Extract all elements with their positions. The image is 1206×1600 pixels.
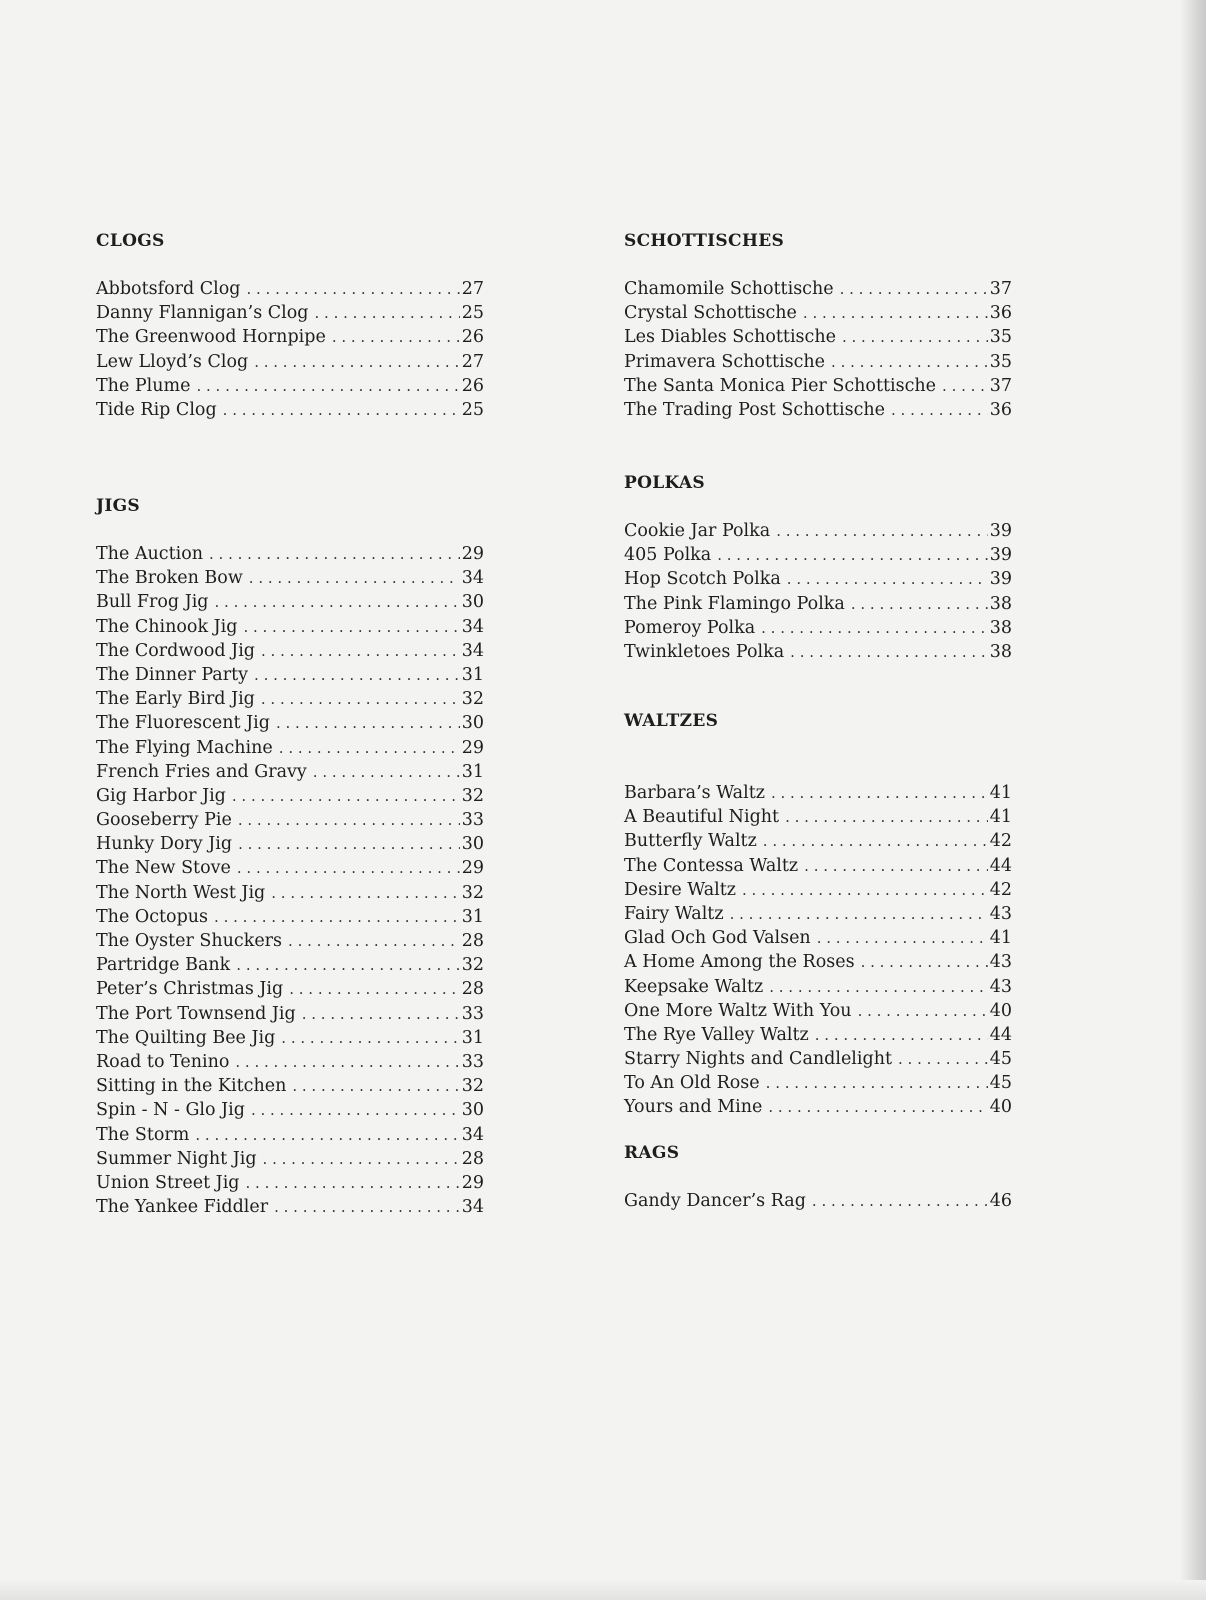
dot-leader bbox=[292, 1074, 459, 1098]
toc-entry bbox=[96, 687, 484, 711]
entry-title: 405 Polka bbox=[624, 545, 712, 566]
dot-leader bbox=[271, 881, 459, 905]
dot-leader bbox=[803, 301, 988, 325]
entry-title: Pomeroy Polka bbox=[624, 617, 756, 638]
page-number: 27 bbox=[461, 351, 484, 372]
toc-entry bbox=[624, 592, 1012, 616]
entry-title: A Beautiful Night bbox=[624, 807, 780, 828]
entry-title: A Home Among the Roses bbox=[624, 952, 855, 973]
page-number: 45 bbox=[989, 1049, 1012, 1070]
page-number: 42 bbox=[989, 879, 1012, 900]
dot-leader bbox=[898, 1047, 988, 1071]
entry-title: Fairy Waltz bbox=[624, 903, 724, 924]
toc-entry bbox=[96, 953, 484, 977]
page-number: 34 bbox=[461, 616, 484, 637]
toc-entry bbox=[96, 398, 484, 422]
entry-title: The Rye Valley Waltz bbox=[624, 1024, 809, 1045]
entry-title: The Santa Monica Pier Schottische bbox=[624, 375, 937, 396]
page-number: 25 bbox=[461, 303, 484, 324]
entry-title: Peter’s Christmas Jig bbox=[96, 979, 284, 1000]
toc-entry bbox=[96, 639, 484, 663]
entry-title: Partridge Bank bbox=[96, 955, 231, 976]
entry-title: Barbara’s Waltz bbox=[624, 783, 765, 803]
page-number: 35 bbox=[989, 351, 1012, 372]
toc-entry bbox=[96, 711, 484, 735]
dot-leader bbox=[246, 277, 459, 301]
section-waltzes bbox=[624, 709, 1012, 1120]
entry-title: Butterfly Waltz bbox=[624, 831, 757, 852]
page-number: 39 bbox=[989, 569, 1012, 590]
section-heading: POLKAS bbox=[624, 473, 705, 493]
toc-entry bbox=[96, 832, 484, 856]
dot-leader bbox=[237, 856, 460, 880]
dot-leader bbox=[815, 1023, 988, 1047]
entry-title: The Cordwood Jig bbox=[96, 640, 255, 661]
entry-title: The Port Townsend Jig bbox=[96, 1003, 296, 1024]
entry-title: Glad Och God Valsen bbox=[624, 928, 811, 949]
toc-entry bbox=[96, 1050, 484, 1074]
toc-entry bbox=[624, 567, 1012, 591]
dot-leader bbox=[842, 325, 988, 349]
dot-leader bbox=[831, 350, 988, 374]
page-number: 43 bbox=[989, 976, 1012, 997]
toc-entry bbox=[624, 902, 1012, 926]
page-number: 31 bbox=[461, 761, 484, 782]
page-number: 36 bbox=[989, 399, 1012, 420]
entry-title: Road to Tenino bbox=[96, 1051, 230, 1072]
entry-title: Spin - N - Glo Jig bbox=[96, 1100, 245, 1121]
toc-entry bbox=[624, 999, 1012, 1023]
dot-leader bbox=[238, 808, 460, 832]
toc-entry bbox=[96, 1098, 484, 1122]
dot-leader bbox=[261, 687, 460, 711]
page-number: 41 bbox=[989, 928, 1012, 949]
toc-entry bbox=[96, 905, 484, 929]
dot-leader bbox=[771, 781, 988, 805]
dot-leader bbox=[289, 977, 459, 1001]
page-number: 41 bbox=[989, 783, 1012, 803]
dot-leader bbox=[263, 1147, 460, 1171]
dot-leader bbox=[851, 592, 988, 616]
toc-entry bbox=[624, 1047, 1012, 1071]
entry-title: Summer Night Jig bbox=[96, 1148, 257, 1169]
toc-entry bbox=[96, 1171, 484, 1195]
dot-leader bbox=[196, 374, 459, 398]
entry-title: The Auction bbox=[96, 544, 204, 564]
toc-entry bbox=[96, 808, 484, 832]
dot-leader bbox=[776, 519, 988, 543]
section-heading: CLOGS bbox=[96, 231, 165, 251]
toc-entry bbox=[624, 950, 1012, 974]
toc-entry bbox=[624, 519, 1012, 543]
section-clogs bbox=[96, 229, 484, 422]
toc-entry bbox=[96, 350, 484, 374]
toc-entry bbox=[624, 1071, 1012, 1095]
dot-leader bbox=[761, 616, 988, 640]
toc-entry bbox=[624, 640, 1012, 664]
toc-entry bbox=[96, 301, 484, 325]
page-number: 32 bbox=[461, 882, 484, 903]
entry-title: Cookie Jar Polka bbox=[624, 521, 771, 541]
page-number: 32 bbox=[461, 1076, 484, 1097]
section-heading: JIGS bbox=[96, 496, 140, 516]
dot-leader bbox=[730, 902, 988, 926]
toc-entry bbox=[624, 975, 1012, 999]
toc-entry bbox=[624, 878, 1012, 902]
dot-leader bbox=[251, 1098, 460, 1122]
entry-title: The Dinner Party bbox=[96, 664, 249, 685]
entry-title: One More Waltz With You bbox=[624, 1000, 852, 1021]
entry-title: The Contessa Waltz bbox=[624, 855, 799, 876]
toc-entry bbox=[96, 590, 484, 614]
page-number: 27 bbox=[461, 279, 484, 299]
dot-leader bbox=[790, 640, 988, 664]
section-schottisches bbox=[624, 229, 1012, 422]
dot-leader bbox=[195, 1123, 459, 1147]
entry-title: Primavera Schottische bbox=[624, 351, 826, 372]
toc-entry bbox=[96, 977, 484, 1001]
toc-entry bbox=[96, 325, 484, 349]
toc-entry bbox=[96, 615, 484, 639]
entry-title: The Yankee Fiddler bbox=[96, 1197, 269, 1218]
dot-leader bbox=[742, 878, 988, 902]
dot-leader bbox=[942, 374, 988, 398]
entry-title: The New Stove bbox=[96, 858, 231, 879]
page-edge-shadow bbox=[1180, 0, 1206, 1600]
toc-entry bbox=[624, 1189, 1012, 1213]
toc-entry bbox=[96, 1123, 484, 1147]
dot-leader bbox=[235, 1050, 459, 1074]
toc-entry bbox=[96, 784, 484, 808]
page-number: 42 bbox=[989, 831, 1012, 852]
dot-leader bbox=[817, 926, 988, 950]
dot-leader bbox=[261, 639, 460, 663]
page-number: 45 bbox=[989, 1073, 1012, 1094]
entry-title: Gooseberry Pie bbox=[96, 810, 232, 831]
dot-leader bbox=[763, 829, 988, 853]
entry-title: The Storm bbox=[96, 1124, 190, 1145]
toc-entry bbox=[624, 926, 1012, 950]
page-number: 39 bbox=[989, 545, 1012, 566]
page-number: 34 bbox=[461, 640, 484, 661]
page-number: 36 bbox=[989, 303, 1012, 324]
entry-title: Starry Nights and Candlelight bbox=[624, 1049, 893, 1070]
toc-entry bbox=[624, 805, 1012, 829]
entry-title: The North West Jig bbox=[96, 882, 266, 903]
dot-leader bbox=[315, 301, 460, 325]
entry-title: The Flying Machine bbox=[96, 737, 273, 758]
page-number: 40 bbox=[989, 1097, 1012, 1118]
page-number: 37 bbox=[989, 279, 1012, 299]
dot-leader bbox=[766, 1071, 988, 1095]
page-number: 29 bbox=[461, 858, 484, 879]
toc-entry bbox=[624, 398, 1012, 422]
entry-title: Chamomile Schottische bbox=[624, 279, 834, 299]
entry-title: Danny Flannigan’s Clog bbox=[96, 303, 309, 324]
toc-entry bbox=[624, 781, 1012, 805]
toc-entry bbox=[96, 566, 484, 590]
page-number: 33 bbox=[461, 1003, 484, 1024]
dot-leader bbox=[209, 542, 460, 566]
dot-leader bbox=[812, 1189, 988, 1213]
page-number: 33 bbox=[461, 810, 484, 831]
entry-title: Gandy Dancer’s Rag bbox=[624, 1191, 806, 1211]
toc-entry bbox=[96, 929, 484, 953]
dot-leader bbox=[840, 277, 988, 301]
page-number: 30 bbox=[461, 1100, 484, 1121]
toc-entry bbox=[624, 374, 1012, 398]
page-number: 35 bbox=[989, 327, 1012, 348]
dot-leader bbox=[302, 1002, 460, 1026]
page-number: 31 bbox=[461, 906, 484, 927]
entry-title: Bull Frog Jig bbox=[96, 592, 209, 613]
entry-title: The Fluorescent Jig bbox=[96, 713, 270, 734]
toc-entry bbox=[624, 1023, 1012, 1047]
dot-leader bbox=[223, 398, 460, 422]
section-rags bbox=[624, 1141, 1012, 1213]
dot-leader bbox=[804, 854, 988, 878]
section-heading: WALTZES bbox=[624, 711, 719, 731]
page-number: 38 bbox=[989, 641, 1012, 662]
toc-entry bbox=[624, 854, 1012, 878]
entry-title: To An Old Rose bbox=[624, 1073, 760, 1094]
entry-title: Abbotsford Clog bbox=[96, 279, 241, 299]
dot-leader bbox=[769, 975, 988, 999]
entry-title: Les Diables Schottische bbox=[624, 327, 836, 348]
page-number: 32 bbox=[461, 955, 484, 976]
entry-title: Hunky Dory Jig bbox=[96, 834, 233, 855]
toc-entry bbox=[624, 301, 1012, 325]
toc-entry bbox=[96, 277, 484, 301]
page-number: 40 bbox=[989, 1000, 1012, 1021]
dot-leader bbox=[891, 398, 988, 422]
page-number: 29 bbox=[461, 737, 484, 758]
toc-entry bbox=[624, 829, 1012, 853]
dot-leader bbox=[332, 325, 460, 349]
toc-entry bbox=[96, 542, 484, 566]
page-number: 28 bbox=[461, 931, 484, 951]
dot-leader bbox=[246, 1171, 460, 1195]
section-heading: RAGS bbox=[624, 1143, 680, 1163]
entry-title: The Pink Flamingo Polka bbox=[624, 593, 845, 614]
page-number: 26 bbox=[461, 327, 484, 348]
toc-entry bbox=[624, 277, 1012, 301]
toc-entry bbox=[96, 1195, 484, 1219]
toc-entry bbox=[96, 1026, 484, 1050]
entry-title: Gig Harbor Jig bbox=[96, 785, 226, 806]
dot-leader bbox=[787, 567, 988, 591]
dot-leader bbox=[858, 999, 988, 1023]
page-number: 31 bbox=[461, 664, 484, 685]
page-number: 30 bbox=[461, 713, 484, 734]
page-number: 25 bbox=[461, 399, 484, 420]
dot-leader bbox=[214, 905, 460, 929]
entry-title: Crystal Schottische bbox=[624, 303, 797, 324]
entry-title: Hop Scotch Polka bbox=[624, 569, 781, 590]
page-bottom-shadow bbox=[0, 1580, 1206, 1600]
section-polkas bbox=[624, 471, 1012, 664]
toc-entry bbox=[624, 543, 1012, 567]
toc-entry bbox=[96, 1147, 484, 1171]
toc-entry bbox=[96, 1002, 484, 1026]
page-number: 34 bbox=[461, 1124, 484, 1145]
page-number: 31 bbox=[461, 1027, 484, 1048]
page-number: 34 bbox=[461, 568, 484, 589]
toc-entry bbox=[96, 856, 484, 880]
dot-leader bbox=[288, 929, 460, 953]
dot-leader bbox=[232, 784, 460, 808]
entry-title: The Early Bird Jig bbox=[96, 689, 255, 710]
dot-leader bbox=[243, 615, 459, 639]
entry-title: Union Street Jig bbox=[96, 1172, 240, 1193]
page-number: 46 bbox=[989, 1191, 1012, 1211]
entry-title: The Greenwood Hornpipe bbox=[96, 327, 326, 348]
entry-title: Sitting in the Kitchen bbox=[96, 1076, 287, 1097]
dot-leader bbox=[768, 1095, 987, 1119]
toc-entry bbox=[96, 663, 484, 687]
page-number: 33 bbox=[461, 1051, 484, 1072]
page-number: 30 bbox=[461, 834, 484, 855]
page-number: 30 bbox=[461, 592, 484, 613]
dot-leader bbox=[254, 350, 460, 374]
page-number: 34 bbox=[461, 1197, 484, 1218]
dot-leader bbox=[861, 950, 988, 974]
dot-leader bbox=[249, 566, 460, 590]
toc-entry bbox=[96, 881, 484, 905]
entry-title: Desire Waltz bbox=[624, 879, 736, 900]
page-number: 28 bbox=[461, 979, 484, 1000]
page-number: 37 bbox=[989, 375, 1012, 396]
entry-title: Yours and Mine bbox=[624, 1097, 763, 1118]
page-number: 28 bbox=[461, 1148, 484, 1169]
dot-leader bbox=[279, 736, 460, 760]
entry-title: The Oyster Shuckers bbox=[96, 931, 283, 951]
toc-entry bbox=[96, 736, 484, 760]
entry-title: Keepsake Waltz bbox=[624, 976, 764, 997]
section-jigs bbox=[96, 494, 484, 1219]
page-number: 43 bbox=[989, 952, 1012, 973]
toc-entry bbox=[624, 1095, 1012, 1119]
page-number: 44 bbox=[989, 855, 1012, 876]
dot-leader bbox=[236, 953, 459, 977]
page-number: 32 bbox=[461, 785, 484, 806]
entry-title: Lew Lloyd’s Clog bbox=[96, 351, 249, 372]
page-number: 38 bbox=[989, 593, 1012, 614]
page-number: 39 bbox=[989, 521, 1012, 541]
entry-title: Twinkletoes Polka bbox=[624, 641, 785, 662]
page-number: 41 bbox=[989, 807, 1012, 828]
toc-entry bbox=[624, 325, 1012, 349]
toc-entry bbox=[96, 374, 484, 398]
entry-title: The Octopus bbox=[96, 906, 209, 927]
dot-leader bbox=[276, 711, 460, 735]
entry-title: The Plume bbox=[96, 375, 191, 396]
dot-leader bbox=[785, 805, 988, 829]
dot-leader bbox=[274, 1195, 460, 1219]
dot-leader bbox=[717, 543, 988, 567]
entry-title: The Chinook Jig bbox=[96, 616, 238, 637]
entry-title: Tide Rip Clog bbox=[96, 399, 217, 420]
entry-title: The Broken Bow bbox=[96, 568, 243, 589]
page-number: 32 bbox=[461, 689, 484, 710]
entry-title: The Quilting Bee Jig bbox=[96, 1027, 276, 1048]
toc-entry bbox=[624, 350, 1012, 374]
page-number: 38 bbox=[989, 617, 1012, 638]
dot-leader bbox=[215, 590, 460, 614]
entry-title: French Fries and Gravy bbox=[96, 761, 307, 782]
page-number: 29 bbox=[461, 1172, 484, 1193]
section-heading: SCHOTTISCHES bbox=[624, 231, 785, 251]
dot-leader bbox=[313, 760, 460, 784]
toc-entry bbox=[96, 1074, 484, 1098]
page-number: 44 bbox=[989, 1024, 1012, 1045]
entry-title: The Trading Post Schottische bbox=[624, 399, 886, 420]
page-number: 29 bbox=[461, 544, 484, 564]
page-number: 26 bbox=[461, 375, 484, 396]
dot-leader bbox=[281, 1026, 459, 1050]
page-number: 43 bbox=[989, 903, 1012, 924]
toc-entry bbox=[96, 760, 484, 784]
dot-leader bbox=[254, 663, 460, 687]
dot-leader bbox=[238, 832, 460, 856]
toc-entry bbox=[624, 616, 1012, 640]
